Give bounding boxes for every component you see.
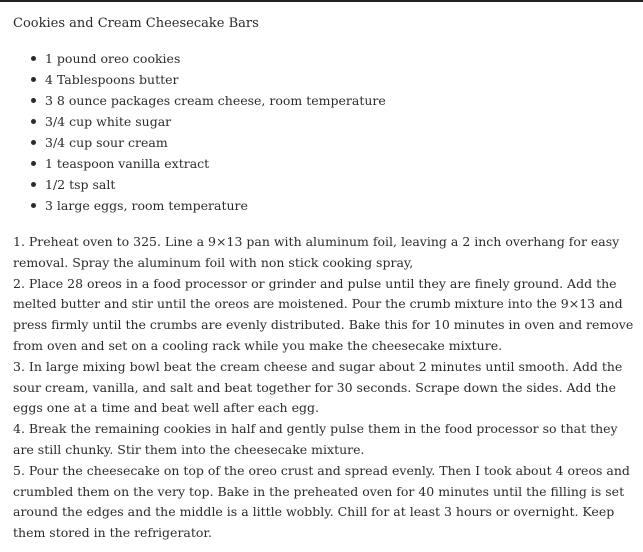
ingredient-item: 3/4 cup white sugar [31,111,638,132]
ingredient-item: 3 large eggs, room temperature [31,195,638,216]
instruction-steps [13,232,638,544]
instruction-step: 1. Preheat oven to 325. Line a 9×13 pan with aluminum foil, leaving a 2 inch overhang for easy removal. Spray the aluminum foil with non stick cooking spray, [13,234,620,270]
recipe-title: Cookies and Cream Cheesecake Bars [13,16,259,31]
instruction-step: 2. Place 28 oreos in a food processor or grinder and pulse until they are finely ground. Add the melted butter and stir until the oreos are moistened. Pour the crumb mixture into the 9×13 and press firmly until the crumbs are evenly distributed. Bake this for 10 minutes in oven and remove from oven and set on a cooling rack while you make the cheesecake mixture. [13,275,634,353]
recipe-content [13,14,638,544]
ingredient-item: 1 pound oreo cookies [31,48,638,69]
instruction-step: 5. Pour the cheesecake on top of the oreo crust and spread evenly. Then I took about 4 oreos and crumbled them on the very top. Bake in the preheated oven for 40 minutes until the filling is set around the edges and the middle is a little wobbly. Chill for at least 3 hours or overnight. Keep them stored in the refrigerator. [13,462,630,541]
ingredient-item: 4 Tablespoons butter [31,69,638,90]
ingredient-item: 3 8 ounce packages cream cheese, room temperature [31,90,638,111]
ingredient-item: 1/2 tsp salt [31,174,638,195]
ingredient-item: 1 teaspoon vanilla extract [31,153,638,174]
ingredient-list [13,48,638,216]
instruction-step: 4. Break the remaining cookies in half and gently pulse them in the food processor so that they are still chunky. Stir them into the cheesecake mixture. [13,421,618,457]
ingredient-item: 3/4 cup sour cream [31,132,638,153]
instruction-step: 3. In large mixing bowl beat the cream cheese and sugar about 2 minutes until smooth. Add the sour cream, vanilla, and salt and beat together for 30 seconds. Scrape down the sides. Add the eggs one at a time and beat well after each egg. [13,358,623,416]
